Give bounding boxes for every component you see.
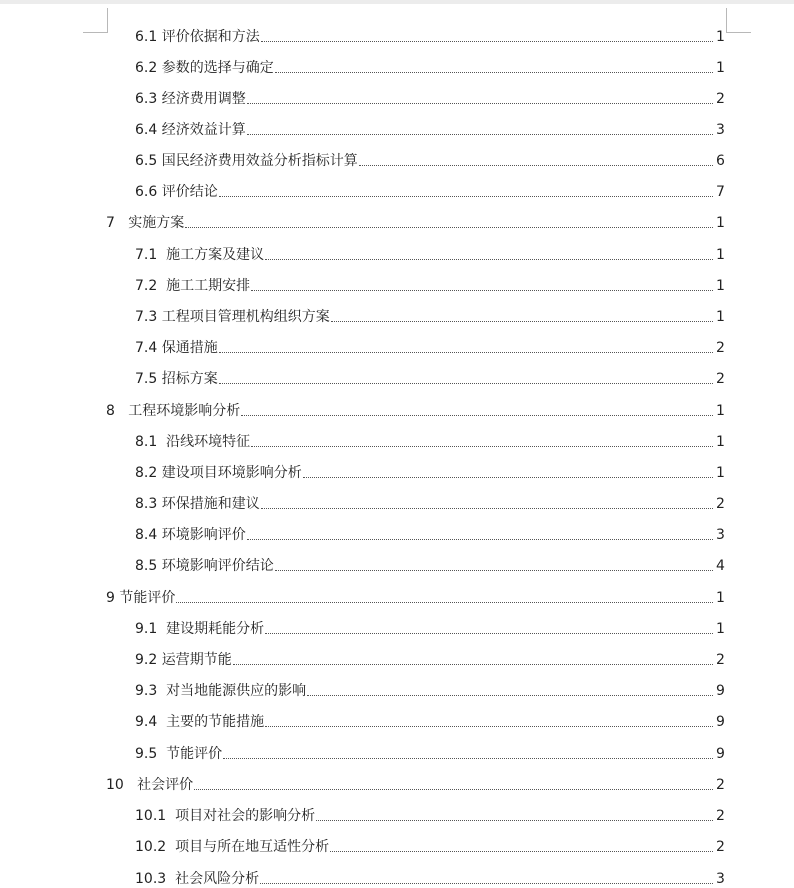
toc-page-number: 4 (716, 558, 725, 574)
toc-entry-title: 7.3 工程项目管理机构组织方案 (135, 309, 330, 325)
toc-leader-dots (219, 196, 713, 197)
toc-entry[interactable] (135, 866, 726, 888)
toc-leader-dots (251, 290, 713, 291)
toc-leader-dots (261, 508, 713, 509)
margin-corner-mark-top-left (83, 8, 108, 33)
toc-entry-title: 10.3 社会风险分析 (135, 871, 260, 887)
toc-entry-title: 7.1 施工方案及建议 (135, 247, 265, 263)
toc-entry[interactable] (135, 335, 726, 357)
toc-leader-dots (194, 789, 713, 790)
toc-leader-dots (316, 820, 713, 821)
toc-entry-title: 6.6 评价结论 (135, 184, 218, 200)
toc-entry[interactable] (106, 398, 726, 420)
toc-entry-title: 8.2 建设项目环境影响分析 (135, 465, 302, 481)
toc-entry-title: 8.1 沿线环境特征 (135, 434, 251, 450)
toc-leader-dots (265, 633, 713, 634)
toc-page-number: 9 (716, 746, 725, 762)
toc-leader-dots (265, 259, 713, 260)
toc-leader-dots (219, 352, 713, 353)
toc-leader-dots (247, 103, 713, 104)
toc-entry[interactable] (135, 647, 726, 669)
toc-leader-dots (275, 72, 713, 73)
toc-entry-title: 6.3 经济费用调整 (135, 91, 246, 107)
toc-page-number: 3 (716, 527, 725, 543)
toc-entry[interactable] (135, 273, 726, 295)
toc-page-number: 1 (716, 403, 725, 419)
toc-entry[interactable] (135, 117, 726, 139)
toc-leader-dots (261, 41, 713, 42)
toc-entry[interactable] (135, 553, 726, 575)
toc-entry-title: 9.5 节能评价 (135, 746, 223, 762)
toc-entry-title: 10.1 项目对社会的影响分析 (135, 808, 316, 824)
toc-entry-title: 7.2 施工工期安排 (135, 278, 251, 294)
toc-entry-title: 9.1 建设期耗能分析 (135, 621, 265, 637)
toc-entry-title: 10 社会评价 (106, 777, 194, 793)
toc-entry-title: 6.4 经济效益计算 (135, 122, 246, 138)
toc-entry[interactable] (135, 429, 726, 451)
toc-entry-title: 6.1 评价依据和方法 (135, 29, 260, 45)
toc-leader-dots (247, 134, 713, 135)
toc-page-number: 2 (716, 839, 725, 855)
toc-leader-dots (233, 664, 713, 665)
toc-page-number: 1 (716, 247, 725, 263)
toc-page-number: 2 (716, 91, 725, 107)
toc-page-number: 1 (716, 434, 725, 450)
toc-leader-dots (330, 851, 713, 852)
toc-entry-title: 10.2 项目与所在地互适性分析 (135, 839, 330, 855)
toc-entry-title: 8 工程环境影响分析 (106, 403, 241, 419)
toc-leader-dots (241, 415, 713, 416)
toc-entry-title: 8.5 环境影响评价结论 (135, 558, 274, 574)
toc-page-number: 9 (716, 683, 725, 699)
toc-entry-title: 9.2 运营期节能 (135, 652, 232, 668)
toc-entry-title: 7 实施方案 (106, 215, 185, 231)
toc-entry-title: 6.5 国民经济费用效益分析指标计算 (135, 153, 358, 169)
toc-leader-dots (247, 539, 713, 540)
toc-entry[interactable] (135, 460, 726, 482)
toc-page-number: 1 (716, 309, 725, 325)
toc-entry[interactable] (135, 24, 726, 46)
toc-page-number: 6 (716, 153, 725, 169)
toc-leader-dots (260, 883, 713, 884)
margin-corner-mark-top-right (726, 8, 751, 33)
toc-entry-title: 9 节能评价 (106, 590, 176, 606)
toc-entry-title: 7.4 保通措施 (135, 340, 218, 356)
toc-entry[interactable] (106, 210, 726, 232)
toc-entry[interactable] (135, 803, 726, 825)
toc-entry-title: 8.4 环境影响评价 (135, 527, 246, 543)
toc-page-number: 3 (716, 122, 725, 138)
page-top-band (0, 0, 794, 4)
toc-entry[interactable] (106, 772, 726, 794)
toc-page-number: 9 (716, 714, 725, 730)
toc-leader-dots (185, 227, 713, 228)
toc-entry-title: 6.2 参数的选择与确定 (135, 60, 274, 76)
toc-entry[interactable] (106, 585, 726, 607)
toc-entry[interactable] (135, 834, 726, 856)
toc-entry[interactable] (135, 522, 726, 544)
toc-page-number: 2 (716, 652, 725, 668)
toc-page-number: 1 (716, 621, 725, 637)
toc-page-number: 1 (716, 465, 725, 481)
toc-leader-dots (265, 726, 713, 727)
toc-leader-dots (176, 602, 713, 603)
toc-leader-dots (275, 570, 713, 571)
toc-leader-dots (251, 446, 713, 447)
toc-page-number: 1 (716, 215, 725, 231)
toc-leader-dots (223, 758, 713, 759)
toc-page-number: 1 (716, 29, 725, 45)
toc-entry[interactable] (135, 148, 726, 170)
toc-entry[interactable] (135, 678, 726, 700)
toc-page-number: 1 (716, 590, 725, 606)
toc-leader-dots (307, 695, 713, 696)
toc-entry[interactable] (135, 366, 726, 388)
toc-entry[interactable] (135, 741, 726, 763)
toc-entry[interactable] (135, 179, 726, 201)
toc-entry[interactable] (135, 491, 726, 513)
toc-page-number: 1 (716, 60, 725, 76)
toc-page-number: 2 (716, 496, 725, 512)
toc-entry[interactable] (135, 55, 726, 77)
toc-entry-title: 9.3 对当地能源供应的影响 (135, 683, 307, 699)
toc-entry[interactable] (135, 86, 726, 108)
toc-page-number: 1 (716, 278, 725, 294)
toc-leader-dots (359, 165, 713, 166)
toc-entry[interactable] (135, 709, 726, 731)
toc-entry-title: 8.3 环保措施和建议 (135, 496, 260, 512)
toc-entry-title: 9.4 主要的节能措施 (135, 714, 265, 730)
toc-entry[interactable] (135, 304, 726, 326)
toc-page-number: 7 (716, 184, 725, 200)
toc-entry[interactable] (135, 616, 726, 638)
toc-leader-dots (303, 477, 713, 478)
toc-page-number: 2 (716, 777, 725, 793)
toc-page-number: 2 (716, 808, 725, 824)
toc-leader-dots (219, 383, 713, 384)
toc-page-number: 2 (716, 371, 725, 387)
toc-leader-dots (331, 321, 713, 322)
toc-page-number: 3 (716, 871, 725, 887)
toc-entry[interactable] (135, 242, 726, 264)
toc-page-number: 2 (716, 340, 725, 356)
toc-entry-title: 7.5 招标方案 (135, 371, 218, 387)
